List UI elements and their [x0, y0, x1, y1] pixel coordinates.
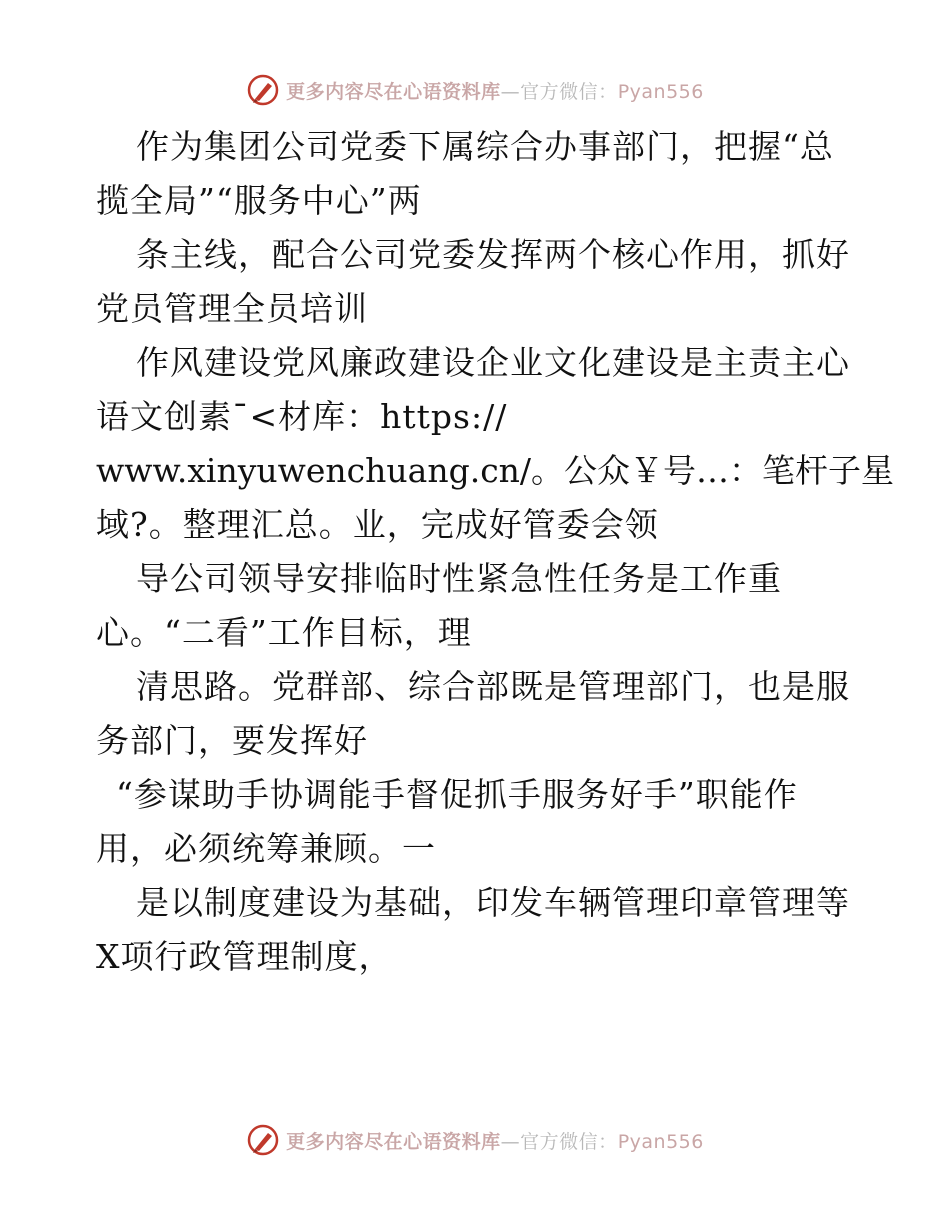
footer-watermark [0, 1120, 950, 1160]
text-line: 是以制度建设为基础，印发车辆管理印章管理等 [136, 883, 850, 922]
text-line: 作风建设党风廉政建设企业文化建设是主责主心 [136, 343, 850, 382]
watermark-wechat-id: Pyan556 [617, 1130, 704, 1153]
watermark-wechat-label: 官方微信： [520, 1130, 618, 1153]
pen-logo-icon [246, 73, 280, 107]
text-line: 清思路。党群部、综合部既是管理部门，也是服 [136, 667, 850, 706]
text-line: 域?。整理汇总。业，完成好管委会领 [96, 505, 659, 544]
text-line: 导公司领导安排临时性紧急性任务是工作重 [136, 559, 782, 598]
text-line: 用，必须统筹兼顾。一 [96, 829, 436, 868]
watermark-separator: — [500, 1130, 521, 1153]
text-line: 语文创素¯<材库：https:// [96, 397, 508, 436]
watermark-main-text: 更多内容尽在心语资料库 [286, 80, 501, 103]
text-line: 心。“二看”工作目标，理 [96, 613, 472, 652]
watermark-separator: — [500, 80, 521, 103]
text-line: 务部门，要发挥好 [96, 721, 368, 760]
watermark-wechat-id: Pyan556 [617, 80, 704, 103]
text-line: “参谋助手协调能手督促抓手服务好手”职能作 [116, 775, 798, 814]
watermark-wechat-label: 官方微信： [520, 80, 618, 103]
watermark-main-text: 更多内容尽在心语资料库 [286, 1130, 501, 1153]
document-body [96, 120, 895, 984]
text-line: 条主线，配合公司党委发挥两个核心作用，抓好 [136, 235, 850, 274]
text-line: 揽全局”“服务中心”两 [96, 181, 422, 220]
text-line: 党员管理全员培训 [96, 289, 368, 328]
text-line: X项行政管理制度， [96, 937, 393, 976]
text-line: 作为集团公司党委下属综合办事部门，把握“总 [136, 127, 834, 166]
text-line: www.xinyuwenchuang.cn/。公众￥号…：笔杆子星 [96, 451, 895, 490]
header-watermark [0, 70, 950, 110]
pen-logo-icon [246, 1123, 280, 1157]
